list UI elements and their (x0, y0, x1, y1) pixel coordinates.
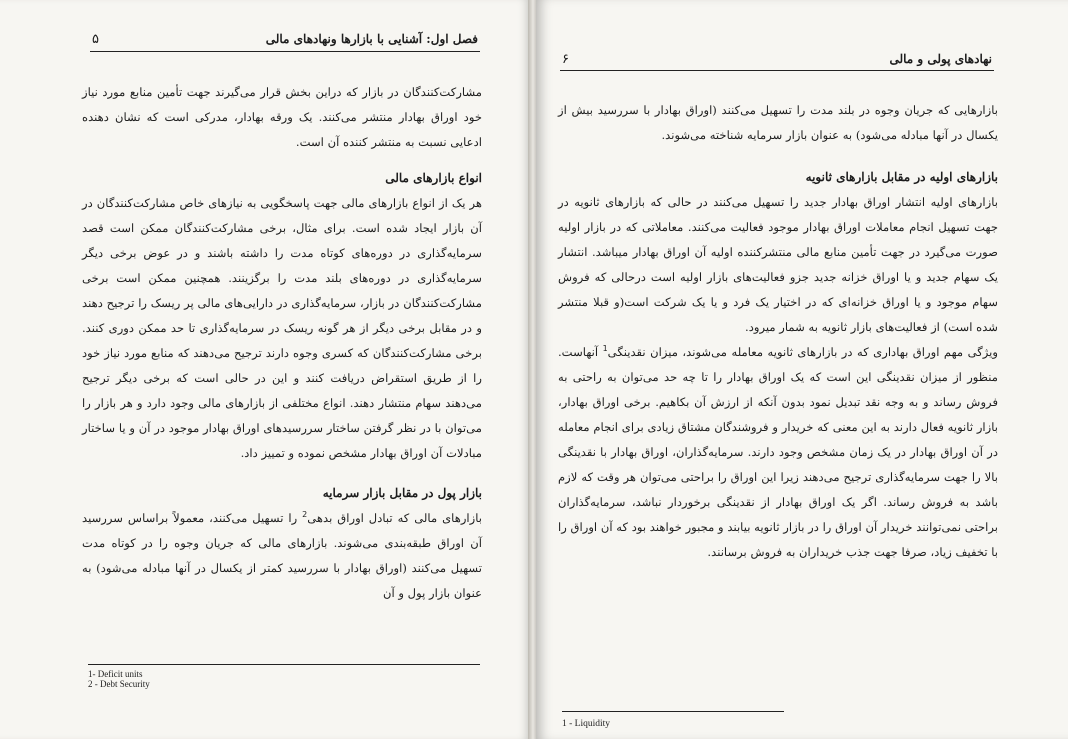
footnote-liquidity: 1 - Liquidity (562, 719, 611, 729)
right-paragraph-3 (558, 340, 998, 565)
left-header-title: فصل اول: آشنایی با بازارها ونهادهای مالی (265, 32, 478, 46)
left-page-number: ۵ (92, 31, 99, 47)
left-page-header (92, 28, 478, 50)
footnote-2: 2 - Debt Security (88, 679, 150, 689)
right-paragraph-2: بازارهای اولیه انتشار اوراق بهادار جدید را تسهیل می‌کنند در حالی که بازارهای ثانویه در جهت تسهیل انجام معاملات اوراق بهادار موجود فعالیت می‌کنند. معاملاتی که در بازار اولیه صورت می‌گیرد در جهت تأمین منابع مالی منتشرکننده اولیه آن اوراق بهادار میباشد. انتشار یک سهام جدید و یا اوراق خزانه جدید جزو فعالیت‌های بازار اولیه است درحالی که فروش سهام موجود و یا اوراق خزانه‌ای که در اختیار یک فرد و یا یک شرکت است(و قبلا منتشر شده است) از فعالیت‌های بازار ثانویه به شمار میرود. (558, 195, 998, 334)
left-footnote-rule (88, 664, 480, 665)
footnote-marker-2: 2 (302, 510, 308, 520)
right-heading-1: بازارهای اولیه در مقابل بازارهای ثانویه (805, 170, 998, 184)
left-heading-2: بازار پول در مقابل بازار سرمایه (322, 486, 482, 500)
left-paragraph-1: مشارکت‌کنندگان در بازار که دراین بخش قرار می‌گیرند جهت تأمین منابع مورد نیاز خود اوراق بهادار منتشر می‌کنند. یک ورقه بهادار، مدرکی است که نشان دهنده ادعایی نسبت به منتشر کننده آن است. (82, 85, 482, 149)
right-page-number: ۶ (562, 51, 569, 67)
left-heading-1: انواع بازارهای مالی (385, 171, 482, 185)
right-paragraph-3-rest: آنهاست. منظور از میزان نقدینگی این است که یک اوراق بهادار را تا چه حد می‌توان به راحتی به فروش رساند و به وجه نقد تبدیل نمود بدون آنکه از ارزش آن بکاهیم. برخی اوراق بهادار، بازار ثانویه فعال دارند به این معنی که خریدار و فروشندگان مشتاق زیادی برای انجام معامله در آن اوراق بهادار در یک زمان مشخص وجود دارند. سرمایه‌گذاران، اوراق بهادار با نقدینگی بالا را جهت سرمایه‌گذاری ترجیح می‌دهند زیرا این اوراق را براحتی می‌توان هر وقت که لازم باشد به فروش رساند. اگر یک اوراق بهادار از نقدینگی برخوردار نباشد، سرمایه‌گذاران براحتی نمی‌توانند خریدار آن اوراق را در بازار ثانویه بیابند و مجبور خواهند بود که آن اوراق را با تخفیف زیاد، صرفا جهت جذب خریداران به فروش برسانند. (558, 345, 998, 559)
right-header-title: نهادهای پولی و مالی (889, 52, 992, 66)
right-header-rule (560, 70, 994, 71)
footnote-1: 1- Deficit units (88, 669, 143, 679)
left-paragraph-3 (82, 506, 482, 606)
right-paragraph-3-start: ویژگی مهم اوراق بهاداری که در بازارهای ثانویه معامله می‌شوند، میزان نقدینگی (607, 345, 999, 359)
left-page-body (82, 80, 482, 606)
right-footnotes (562, 719, 610, 729)
left-page (0, 0, 530, 739)
footnote-marker-1: 1 (602, 344, 608, 354)
left-paragraph-2: هر یک از انواع بازارهای مالی جهت پاسخگویی به نیازهای خاص مشارکت‌کنندگان در آن بازار ایجاد شده است. برای مثال، برخی مشارکت‌کنندگان ممکن است قصد سرمایه‌گذاری در دوره‌های کوتاه مدت را داشته باشند و در عوض برخی دیگر سرمایه‌گذاری در دوره‌های بلند مدت را برگزینند. همچنین ممکن است برخی مشارکت‌کنندگان در بازار، سرمایه‌گذاری در دارایی‌های مالی پر ریسک را ترجیح دهند و در مقابل برخی دیگر از هر گونه ریسک در سرمایه‌گذاری تا حد ممکن دوری کنند. برخی مشارکت‌کنندگان که کسری وجوه دارند ترجیح می‌دهند که منابع مورد نیاز خود را از طریق استقراض دریافت کنند و این در حالی است که برخی دیگر ترجیح می‌دهند سهام منتشار دهند. انواع مختلفی از بازارهای مالی وجود دارد و هر بازار را می‌توان با در نظر گرفتن ساختار سررسیدهای اوراق بهادار موجود در آن و یا ساختار مبادلات آن اوراق بهادار مشخص نموده و تمییز داد. (82, 196, 482, 460)
right-paragraph-1: بازارهایی که جریان وجوه در بلند مدت را تسهیل می‌کنند (اوراق بهادار با سررسید بیش از یکسال در آنها مبادله می‌شود) به عنوان بازار سرمایه شناخته می‌شوند. (558, 103, 998, 142)
right-page (536, 0, 1068, 739)
left-header-rule (90, 51, 480, 52)
left-paragraph-3-rest: را تسهیل می‌کنند، معمولاً براساس سررسید آن اوراق طبقه‌بندی می‌شوند. بازارهای مالی که جریان وجوه را در کوتاه مدت تسهیل می‌کنند (اوراق بهادار با سررسید کمتر از یکسال در آنها مبادله می‌شود) به عنوان بازار پول و آن (82, 511, 482, 600)
left-footnotes (88, 669, 150, 689)
left-paragraph-3-start: بازارهای مالی که تبادل اوراق بدهی (307, 511, 482, 525)
right-footnote-rule (562, 711, 784, 712)
right-page-body (558, 98, 998, 565)
right-page-header (562, 48, 992, 70)
